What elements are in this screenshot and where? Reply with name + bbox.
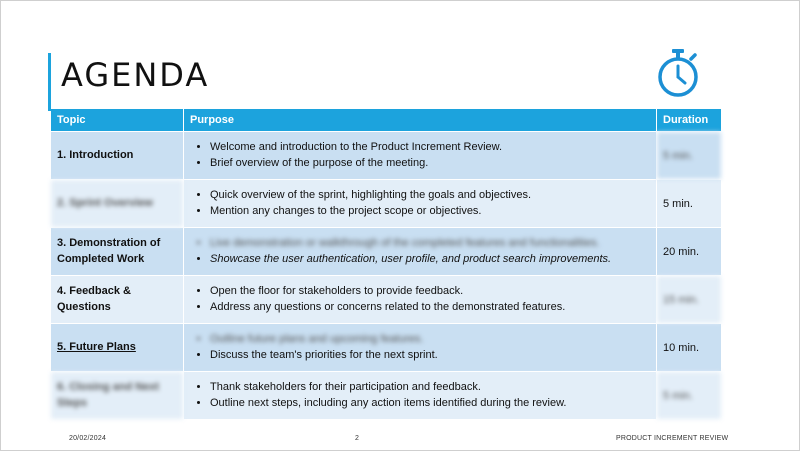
footer-page-number: 2 — [355, 435, 360, 442]
purpose-item: • Quick overview of the sprint, highlighting the goals and objectives. — [210, 188, 650, 204]
purpose-item: • Open the floor for stakeholders to provide feedback. — [210, 284, 650, 300]
purpose-item: • Discuss the team's priorities for the next sprint. — [210, 348, 650, 364]
table-row — [51, 324, 721, 372]
header-purpose: Purpose — [184, 109, 657, 132]
purpose-cell — [184, 276, 657, 324]
slide-title: AGENDA — [61, 56, 210, 94]
agenda-table — [51, 109, 721, 419]
duration-cell: 5 min. — [657, 132, 722, 180]
table-row — [51, 276, 721, 324]
footer-date: 20/02/2024 — [69, 435, 107, 442]
purpose-item: • Address any questions or concerns related to the demonstrated features. — [210, 300, 650, 316]
footer-title: PRODUCT INCREMENT REVIEW — [616, 435, 729, 442]
duration-cell: 5 min. — [657, 180, 722, 228]
table-row — [51, 180, 721, 228]
purpose-cell — [184, 180, 657, 228]
table-row — [51, 132, 721, 180]
purpose-item: • Welcome and introduction to the Product Increment Review. — [210, 140, 650, 156]
topic-cell: 3. Demonstration of Completed Work — [51, 228, 184, 276]
purpose-cell — [184, 372, 657, 420]
duration-cell: 5 min. — [657, 372, 722, 420]
purpose-cell — [184, 132, 657, 180]
stopwatch-icon — [653, 47, 703, 99]
purpose-item: • Thank stakeholders for their participation and feedback. — [210, 380, 650, 396]
duration-cell: 15 min. — [657, 276, 722, 324]
purpose-item: • Mention any changes to the project scope or objectives. — [210, 204, 650, 220]
header-topic: Topic — [51, 109, 184, 132]
topic-cell: 2. Sprint Overview — [51, 180, 184, 228]
purpose-item: • Outline next steps, including any action items identified during the review. — [210, 396, 650, 412]
purpose-item: • Outline future plans and upcoming features. — [210, 332, 650, 348]
purpose-item: • Showcase the user authentication, user profile, and product search improvements. — [210, 252, 650, 268]
purpose-cell — [184, 228, 657, 276]
table-row — [51, 228, 721, 276]
topic-cell: 5. Future Plans — [51, 324, 184, 372]
title-accent-bar — [48, 53, 51, 111]
purpose-cell — [184, 324, 657, 372]
purpose-item: • Brief overview of the purpose of the meeting. — [210, 156, 650, 172]
topic-cell: 1. Introduction — [51, 132, 184, 180]
duration-cell: 10 min. — [657, 324, 722, 372]
table-row — [51, 372, 721, 420]
topic-cell: 4. Feedback & Questions — [51, 276, 184, 324]
table-header-row — [51, 109, 721, 132]
header-duration: Duration — [657, 109, 722, 132]
topic-cell: 6. Closing and Next Steps — [51, 372, 184, 420]
purpose-item: • Live demonstration or walkthrough of the completed features and functionalities. — [210, 236, 650, 252]
duration-cell: 20 min. — [657, 228, 722, 276]
